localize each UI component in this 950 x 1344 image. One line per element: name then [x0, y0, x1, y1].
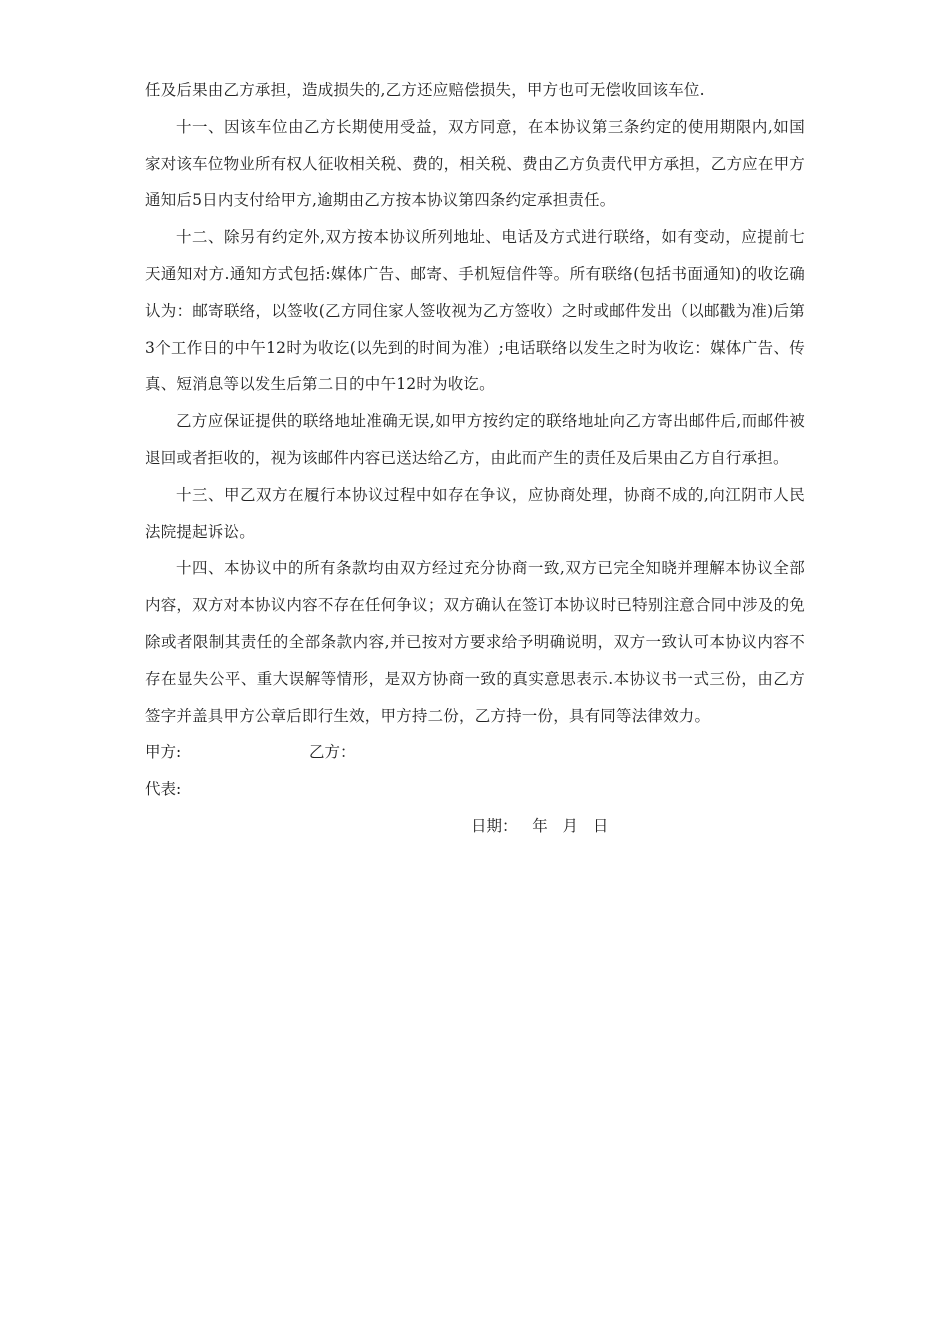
paragraph-clause-12-supplement: 乙方应保证提供的联络地址准确无误,如甲方按约定的联络地址向乙方寄出邮件后,而邮件被退回或者拒收的，视为该邮件内容已送达给乙方，由此而产生的责任及后果由乙方自行承担。: [145, 412, 805, 467]
paragraph-continuation: 任及后果由乙方承担，造成损失的,乙方还应赔偿损失，甲方也可无偿收回该车位.: [145, 81, 705, 99]
party-a-label: 甲方:: [145, 743, 182, 762]
paragraph-clause-11: 十一、因该车位由乙方长期使用受益，双方同意，在本协议第三条约定的使用期限内,如国家对该车位物业所有权人征收相关税、费的，相关税、费由乙方负责代甲方承担，乙方应在甲方通知后5日内支付给甲方,逾期由乙方按本协议第四条约定承担责任。: [145, 117, 805, 210]
paragraph-clause-13: 十三、甲乙双方在履行本协议过程中如存在争议，应协商处理，协商不成的,向江阴市人民法院提起诉讼。: [145, 485, 805, 541]
signature-parties-row: [145, 734, 805, 771]
representative-label: 代表:: [145, 780, 182, 799]
paragraph-clause-14: 十四、本协议中的所有条款均由双方经过充分协商一致,双方已完全知晓并理解本协议全部内容，双方对本协议内容不存在任何争议；双方确认在签订本协议时已特别注意合同中涉及的免除或者限制其责任的全部条款内容,并已按对方要求给予明确说明，双方一致认可本协议内容不存在显失公平、重大误解等情形，是双方协商一致的真实意思表示.本协议书一式三份，由乙方签字并盖具甲方公章后即行生效，甲方持二份，乙方持一份，具有同等法律效力。: [145, 559, 805, 725]
signature-representative-row: [145, 771, 805, 808]
paragraph-clause-12: 十二、除另有约定外,双方按本协议所列地址、电话及方式进行联络，如有变动，应提前七天通知对方.通知方式包括:媒体广告、邮寄、手机短信件等。所有联络(包括书面通知)的收讫确认为：邮寄联络，以签收(乙方同住家人签收视为乙方签收）之时或邮件发出（以邮戳为准)后第3个工作日的中午12时为收讫(以先到的时间为准）;电话联络以发生之时为收讫：媒体广告、传真、短消息等以发生后第二日的中午12时为收讫。: [145, 228, 805, 394]
document-page: [145, 72, 805, 845]
signature-date: 日期： 年 月 日: [471, 816, 609, 835]
party-b-label: 乙方：: [309, 743, 356, 762]
